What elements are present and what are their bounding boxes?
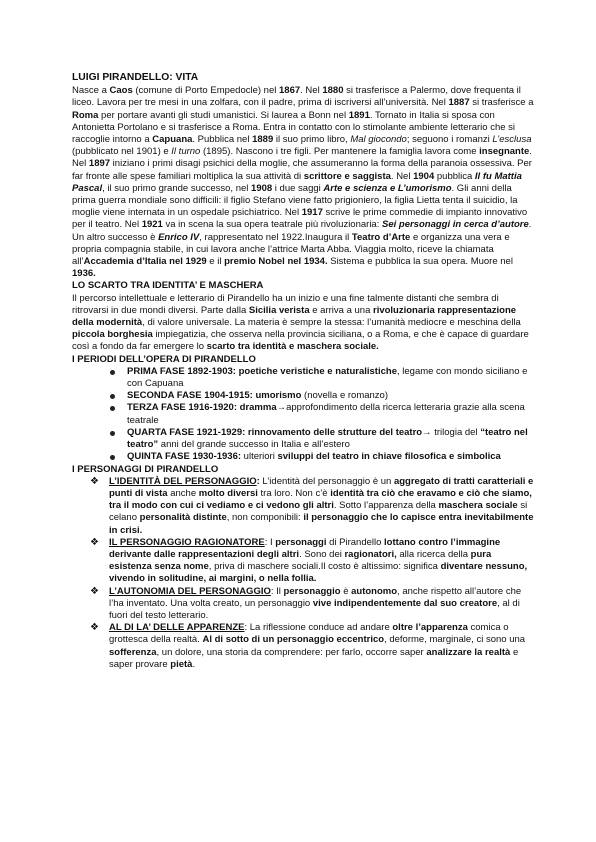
- text-run: Mal giocondo: [350, 134, 407, 146]
- text-run: 1921: [141, 219, 163, 231]
- section-heading-periods: I PERIODI DELL’OPERA DI PIRANDELLO: [72, 353, 256, 365]
- text-run: il suo primo libro,: [273, 134, 351, 146]
- text-run: (novella e romanzo): [301, 390, 389, 402]
- text-run: piccola borghesia: [72, 329, 153, 341]
- text-run: 1936.: [72, 268, 96, 280]
- text-run: 1887: [448, 97, 470, 109]
- text-run: maschera sociale: [438, 500, 518, 512]
- text-run: , un dolore, una storia da comprendere: per farlo, occorre saper: [156, 646, 427, 658]
- text-run: L’esclusa: [492, 134, 532, 146]
- text-run: e organizza una vera e propria compagnia stabile, in cui lavora anche l’attrice Marta Abba. Viaggia molto, riceve la chiamata all’: [72, 231, 510, 268]
- text-run: Nasce a: [72, 85, 110, 97]
- text-run: , priva di maschere sociali.Il costo è altissimo: significa: [208, 561, 441, 573]
- text-run: premio Nobel nel 1934.: [224, 256, 328, 268]
- text-run: (comune di Porto Empedocle) nel: [132, 85, 280, 97]
- character-item-text: [109, 586, 521, 621]
- text-run: identità tra ciò che eravamo e ciò che siamo, tra il modo con cui ci vediamo e ci vedono gli altri: [109, 487, 532, 512]
- text-run: “teatro nel teatro”: [127, 426, 528, 451]
- text-run: molto diversi: [198, 487, 258, 499]
- text-run: aggregato di tratti caratteriali e punti di vista: [109, 475, 534, 499]
- period-item: [108, 390, 536, 402]
- text-run: anche: [167, 487, 199, 499]
- text-run: e saper provare: [109, 646, 519, 670]
- identity-mask-paragraph: [72, 293, 536, 354]
- character-item: [90, 586, 536, 623]
- biography-paragraph: [72, 85, 536, 280]
- text-run: Sei personaggi in cerca d’autore: [382, 219, 529, 231]
- text-run: si celano: [109, 500, 528, 524]
- text-run: Il fu Mattia Pascal: [72, 170, 522, 194]
- text-run: scarto tra identità e maschera sociale.: [206, 341, 379, 353]
- text-run: TERZA FASE 1916-1920: dramma: [127, 402, 277, 414]
- text-run: ragionatori,: [344, 548, 397, 560]
- text-run: alla ricerca della: [396, 548, 471, 560]
- text-run: SECONDA FASE 1904-1915: umorismo: [127, 390, 302, 402]
- text-run: rivoluzionaria rappresentazione della modernità: [72, 304, 517, 329]
- section-heading-identity-mask: LO SCARTO TRA IDENTITA’ E MASCHERA: [72, 280, 264, 292]
- text-run: L’IDENTITÀ DEL PERSONAGGIO: [109, 475, 257, 487]
- text-run: insegnante: [479, 146, 530, 158]
- text-run: Il percorso intellettuale e letterario di Pirandello ha un inizio e una fine talmente distanti che sembra di ritrovarsi in due mondi diversi. Parte dalla: [72, 292, 499, 316]
- text-run: il personaggio che lo capisce entra inevitabilmente in crisi.: [109, 512, 534, 536]
- text-run: QUARTA FASE 1921-1929: rinnovamento delle strutture del teatro: [127, 426, 423, 438]
- text-run: Sicilia verista: [248, 304, 310, 316]
- period-item: [108, 366, 536, 390]
- text-run: impiegatizia, che osserva nella provincia siciliana, o a Roma, e che è capace di guardare così a fondo da far emergere lo: [72, 329, 529, 353]
- character-item: [90, 476, 536, 537]
- text-run: . Gli anni della prima guerra mondiale sono difficili: il figlio Stefano viene fatto prigioniero, la figlia Lietta tenta il suicidio, la moglie viene internata in un ospedale psichiatrico. Nel: [72, 182, 518, 219]
- text-run: sviluppi del teatro in chiave filosofica e simbolica: [277, 451, 501, 463]
- character-item: [90, 537, 536, 586]
- text-run: : Il: [270, 585, 284, 597]
- period-item: [108, 427, 536, 451]
- text-run: →approfondimento della ricerca letteraria grazie alla scena teatrale: [127, 402, 525, 426]
- text-run: si trasferisce a Palermo, dove frequenta il liceo. Lavora per tre mesi in una zolfara, con il padre, prima di iscriversi all’università. Nel: [72, 85, 521, 109]
- text-run: Teatro d’Arte: [351, 231, 411, 243]
- text-run: tra loro. Non c’è: [257, 487, 331, 499]
- text-run: AL DI LA’ DELLE APPARENZE: [109, 622, 245, 634]
- text-run: per portare avanti gli studi umanistici. Si laurea a Bonn nel: [98, 109, 349, 121]
- diamond-bullet-icon: ❖: [90, 536, 99, 548]
- text-run: ulteriori: [241, 451, 278, 463]
- text-run: . Sotto l’apparenza della: [333, 500, 439, 512]
- character-item-text: [109, 537, 527, 585]
- text-run: → trilogia del: [422, 426, 481, 438]
- text-run: va in scena la sua opera teatrale più rivoluzionaria:: [162, 219, 382, 231]
- text-run: scrive le prime commedie di impianto innovativo per il teatro. Nel: [72, 207, 528, 231]
- text-run: IL PERSONAGGIO RAGIONATORE: [109, 536, 265, 548]
- text-run: sofferenza: [109, 646, 157, 658]
- text-run: , di valore universale. La materia è sempre la stessa: l’umanità mediocre e meschina della: [142, 317, 521, 329]
- text-run: comica o grottesca della realtà.: [109, 622, 509, 646]
- text-run: , deforme, marginale, ci sono una: [384, 634, 526, 646]
- text-run: pubblica: [434, 170, 475, 182]
- text-run: L’identità del personaggio è un: [259, 475, 394, 487]
- text-run: .: [192, 658, 196, 670]
- character-item-text: [109, 622, 525, 670]
- text-run: Capuana: [152, 134, 193, 146]
- text-run: . Nel: [300, 85, 323, 97]
- text-run: diventare nessuno, vivendo in solitudine, ai margini, o nella follia.: [109, 561, 528, 585]
- text-run: , anche rispetto all’autore che l’ha inventato. Una volta creato, un personaggio: [109, 585, 522, 609]
- text-run: 1867: [279, 85, 301, 97]
- text-run: si trasferisce a: [469, 97, 534, 109]
- text-run: lottano contro l’immagine derivante dalle rappresentazioni degli altri: [109, 536, 501, 560]
- period-item: [108, 402, 536, 426]
- text-run: di Pirandello: [326, 536, 385, 548]
- text-run: Arte e scienza e L’umorismo: [323, 182, 452, 194]
- periods-list: [72, 366, 536, 464]
- text-run: . Pubblica nel: [192, 134, 253, 146]
- text-run: . Sono dei: [299, 548, 345, 560]
- text-run: (1895). Nascono i tre figli. Per mantenere la famiglia lavora come: [200, 146, 480, 158]
- character-item: [90, 622, 536, 671]
- text-run: Caos: [109, 85, 133, 97]
- text-run: 1904: [413, 170, 435, 182]
- text-run: . Nel: [390, 170, 414, 182]
- page-title: LUIGI PIRANDELLO: VITA: [72, 72, 199, 83]
- text-run: . Un altro successo è: [72, 219, 532, 243]
- text-run: e arriva a una: [309, 304, 373, 316]
- text-run: , non componibili:: [226, 512, 304, 524]
- text-run: 1897: [88, 158, 111, 170]
- text-run: scrittore e saggista: [303, 170, 391, 182]
- section-heading-characters: I PERSONAGGI DI PIRANDELLO: [72, 463, 219, 475]
- text-run: personalità distinte: [139, 512, 227, 524]
- text-run: QUINTA FASE 1930-1936:: [127, 451, 242, 463]
- text-run: , il suo primo grande successo, nel: [102, 182, 252, 194]
- text-run: oltre l’apparenza: [392, 622, 468, 634]
- period-item: [108, 451, 536, 463]
- diamond-bullet-icon: ❖: [90, 475, 99, 487]
- diamond-bullet-icon: ❖: [90, 622, 99, 634]
- text-run: 1917: [301, 207, 323, 219]
- characters-list: [72, 476, 536, 671]
- text-run: ; seguono i romanzi: [406, 134, 493, 146]
- text-run: anni del grande successo in Italia e all’estero: [158, 439, 350, 451]
- text-run: analizzare la realtà: [426, 646, 511, 658]
- text-run: iniziano i primi disagi psichici della moglie, che assumeranno la forma della paranoia ossessiva. Per far fronte alle spese familiari moltiplica la sua attività di: [72, 158, 532, 182]
- text-run: . Tornato in Italia si sposa con Antonietta Portolano e si trasferisce a Roma. Entra in contatto con lo stimolante ambiente letterario che si raccoglie intorno a: [72, 109, 516, 146]
- text-run: pura esistenza senza nome: [109, 548, 492, 573]
- text-run: Sistema e pubblica la sua opera. Muore nel: [327, 256, 513, 268]
- text-run: 1891: [348, 109, 370, 121]
- text-run: Il turno: [171, 146, 201, 158]
- text-run: : La riflessione conduce ad andare: [244, 622, 393, 634]
- text-run: i due saggi: [272, 182, 324, 194]
- text-run: : I: [264, 536, 276, 548]
- text-run: e il: [206, 256, 225, 268]
- text-run: , rappresentato nel 1922.Inaugura il: [199, 231, 352, 243]
- text-run: 1880: [322, 85, 344, 97]
- text-run: personaggio: [283, 585, 341, 597]
- text-run: PRIMA FASE 1892-1903: poetiche veristiche e naturalistiche: [127, 365, 397, 377]
- text-run: è: [340, 585, 352, 597]
- text-run: pietà: [170, 658, 193, 670]
- text-run: (pubblicato nel 1901) e: [72, 146, 172, 158]
- text-run: 1908: [251, 182, 273, 194]
- text-run: personaggi: [275, 536, 327, 548]
- text-run: autonomo: [351, 585, 398, 597]
- text-run: Enrico IV: [158, 231, 200, 243]
- text-run: Roma: [72, 109, 99, 121]
- character-item-text: [109, 476, 534, 536]
- text-run: 1889: [252, 134, 274, 146]
- text-run: Al di sotto di un personaggio eccentrico: [202, 634, 385, 646]
- text-run: vive indipendentemente dal suo creatore: [312, 597, 498, 609]
- text-run: . Nel: [72, 146, 532, 170]
- diamond-bullet-icon: ❖: [90, 585, 99, 597]
- text-run: , al di fuori del testo letterario.: [109, 597, 520, 621]
- text-run: , legame con mondo siciliano e con Capuana: [127, 365, 528, 390]
- text-run: :: [256, 475, 260, 487]
- text-run: L’AUTONOMIA DEL PERSONAGGIO: [109, 585, 271, 597]
- text-run: Accademia d’Italia nel 1929: [83, 256, 207, 268]
